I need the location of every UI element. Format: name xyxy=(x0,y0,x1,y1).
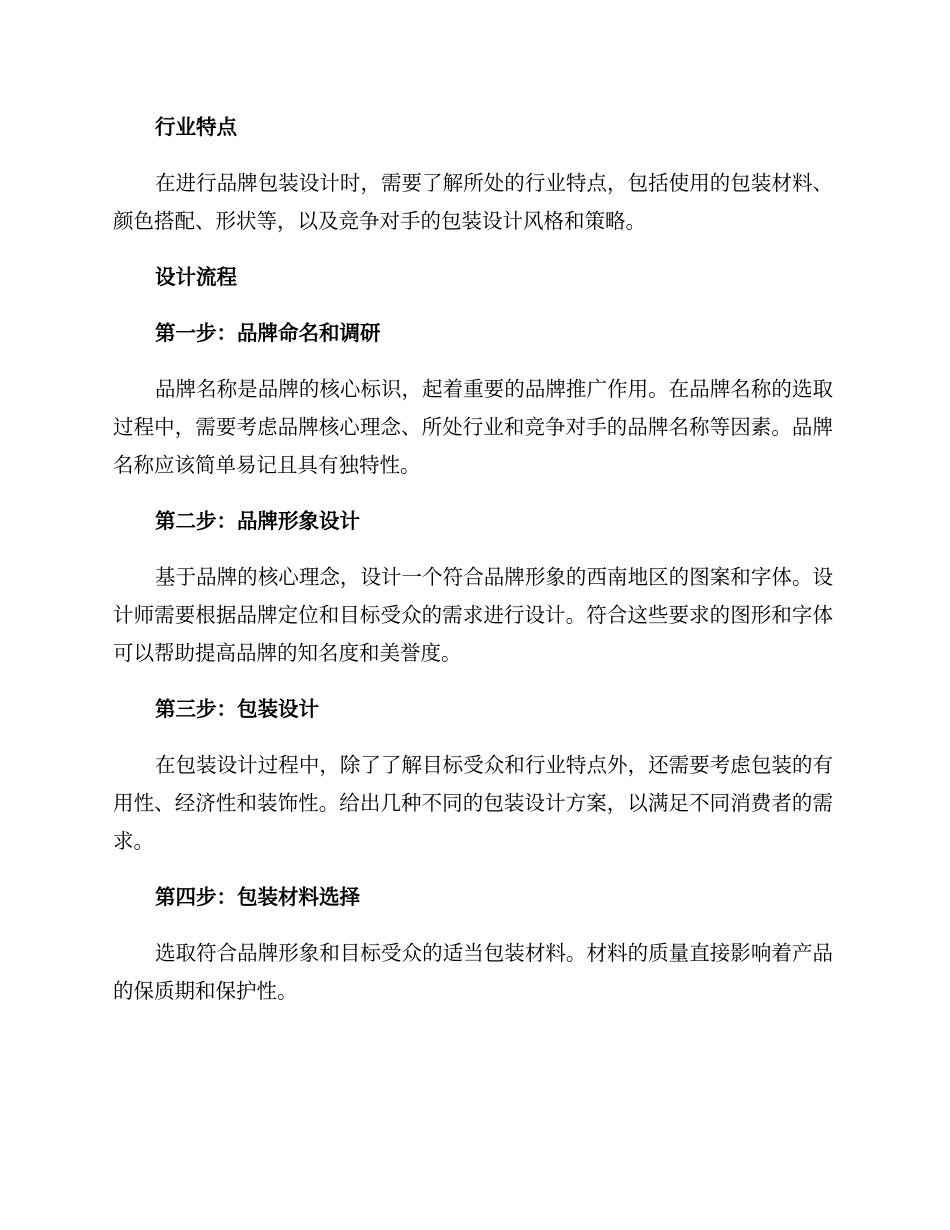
section-heading-step-two: 第二步：品牌形象设计 xyxy=(155,509,360,533)
section-paragraph-step-four: 选取符合品牌形象和目标受众的适当包装材料。材料的质量直接影响着产品的保质期和保护性。 xyxy=(113,941,833,1003)
section-paragraph-industry-features: 在进行品牌包装设计时，需要了解所处的行业特点，包括使用的包装材料、颜色搭配、形状等，以及竞争对手的包装设计风格和策略。 xyxy=(113,171,833,233)
section-paragraph-step-two: 基于品牌的核心理念，设计一个符合品牌形象的西南地区的图案和字体。设计师需要根据品牌定位和目标受众的需求进行设计。符合这些要求的图形和字体可以帮助提高品牌的知名度和美誉度。 xyxy=(113,565,833,665)
section-heading-step-three: 第三步：包装设计 xyxy=(155,697,319,721)
section-paragraph-step-one: 品牌名称是品牌的核心标识，起着重要的品牌推广作用。在品牌名称的选取过程中，需要考虑品牌核心理念、所处行业和竞争对手的品牌名称等因素。品牌名称应该简单易记且具有独特性。 xyxy=(113,377,833,477)
section-paragraph-step-three: 在包装设计过程中，除了了解目标受众和行业特点外，还需要考虑包装的有用性、经济性和装饰性。给出几种不同的包装设计方案，以满足不同消费者的需求。 xyxy=(113,753,833,853)
section-heading-industry-features: 行业特点 xyxy=(155,115,237,139)
section-heading-design-process: 设计流程 xyxy=(155,265,237,289)
section-heading-step-four: 第四步：包装材料选择 xyxy=(155,885,360,909)
document-body xyxy=(113,108,833,1028)
section-heading-step-one: 第一步：品牌命名和调研 xyxy=(155,321,381,345)
